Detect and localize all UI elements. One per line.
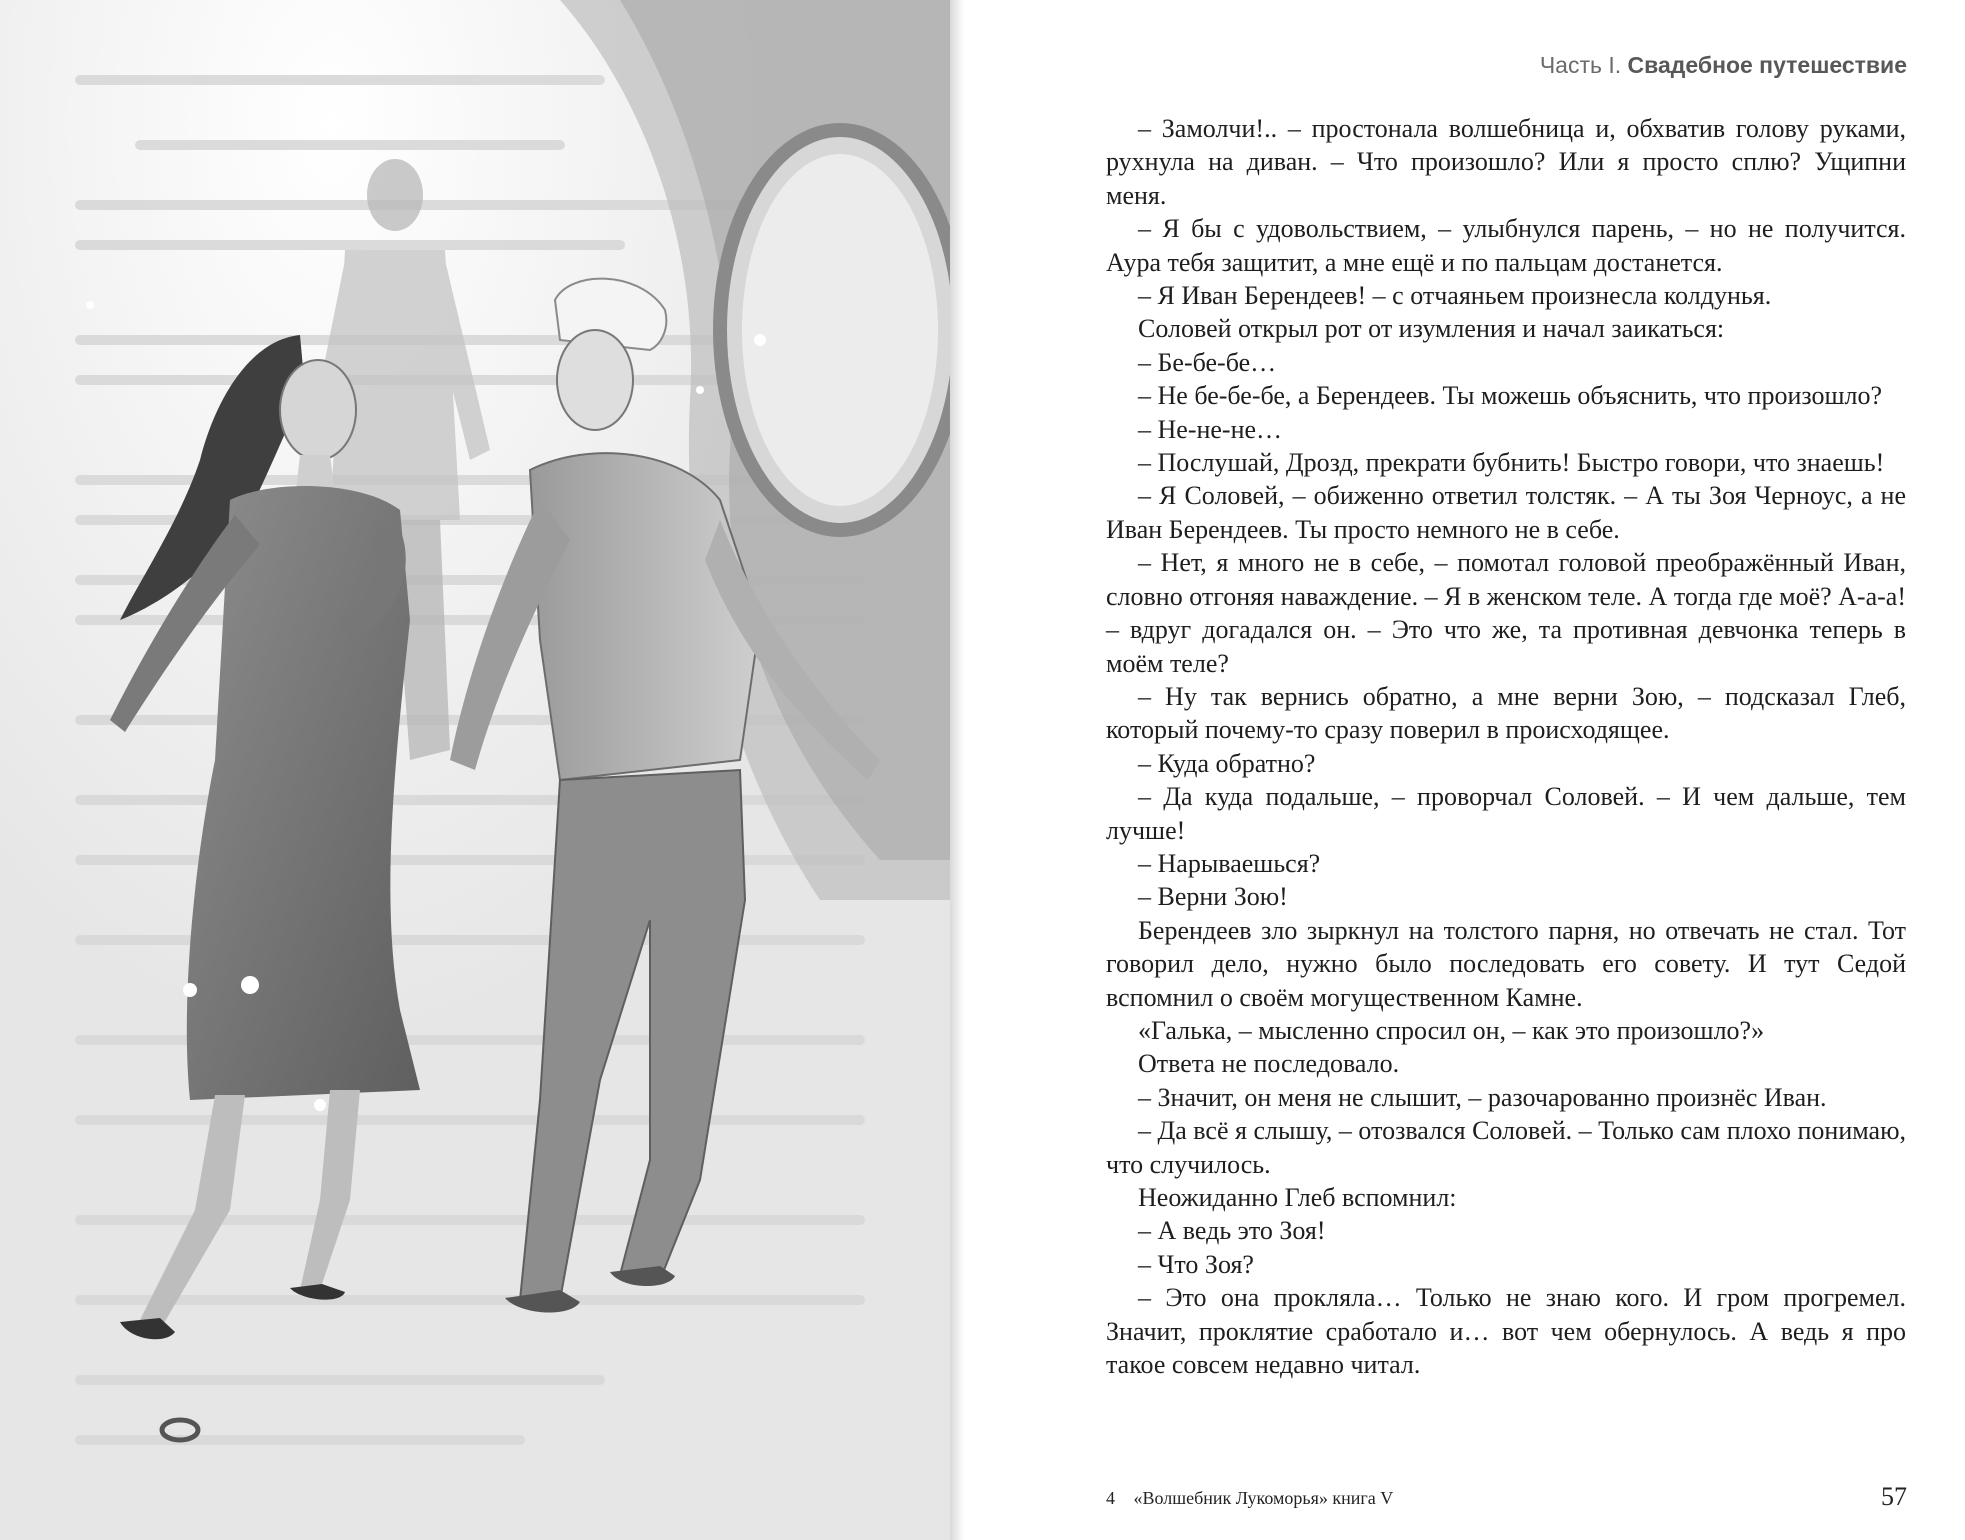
paragraph: Берендеев зло зыркнул на толстого парня, но отвечать не стал. Тот говорил дело, нужно было последовать его совету. И тут Седой вспомнил о своём могущественном Камне. <box>1106 915 1906 1012</box>
illustration-page <box>0 0 950 1540</box>
mirror <box>720 130 950 530</box>
paragraph: Соловей открыл рот от изумления и начал заикаться: <box>1138 314 1725 344</box>
running-head <box>1540 52 1907 79</box>
paragraph: – Бе-бе-бе… <box>1138 347 1277 377</box>
paragraph: – Замолчи!.. – простонала волшебница и, обхватив голову руками, рухнула на диван. – Что произошло? Или я просто сплю? Ущипни меня. <box>1106 114 1906 210</box>
paragraph: Неожиданно Глеб вспомнил: <box>1138 1183 1457 1212</box>
running-head-chapter: Свадебное путешествие <box>1627 52 1907 78</box>
paragraph: – Да всё я слышу, – отозвался Соловей. – Только сам плохо понимаю, что случилось. <box>1106 1116 1906 1179</box>
page-number: 57 <box>1881 1482 1907 1511</box>
book-title: «Волшебник Лукоморья» книга V <box>1133 1488 1394 1508</box>
paragraph: «Галька, – мысленно спросил он, – как это произошло?» <box>1138 1015 1765 1045</box>
paragraph: – Нет, я много не в себе, – помотал головой преображённый Иван, словно отгоняя наваждение. – Я в женском теле. А тогда где моё? А-а-а! – вдруг догадался он. – Это что же, та противная девчонка теперь в моём теле? <box>1106 548 1906 678</box>
paragraph: – Не бе-бе-бе, а Берендеев. Ты можешь объяснить, что произошло? <box>1138 381 1883 411</box>
paragraph: – Я Соловей, – обиженно ответил толстяк. – А ты Зоя Черноус, а не Иван Берендеев. Ты просто немного не в себе. <box>1106 481 1906 544</box>
signature-number: 4 <box>1106 1488 1115 1508</box>
book-gutter <box>950 0 964 1540</box>
footer-signature <box>1106 1488 1393 1509</box>
illustration <box>0 0 950 1540</box>
text-page <box>964 0 1965 1540</box>
paragraph: Ответа не последовало. <box>1138 1049 1400 1079</box>
paragraph: – Куда обратно? <box>1138 748 1316 778</box>
paragraph: – Верни Зою! <box>1138 882 1288 912</box>
body-text <box>1106 112 1906 1381</box>
paragraph: – Послушай, Дрозд, прекрати бубнить! Быстро говори, что знаешь! <box>1138 448 1885 478</box>
paragraph: – Значит, он меня не слышит, – разочарованно произнёс Иван. <box>1138 1082 1827 1112</box>
running-head-part: Часть I. <box>1539 52 1622 78</box>
paragraph: – Не-не-не… <box>1138 414 1283 444</box>
paragraph: – Это она прокляла… Только не знаю кого. И гром прогремел. Значит, проклятие сработало и… вот чем обернулось. А ведь я про такое совсем недавно читал. <box>1106 1283 1906 1380</box>
paragraph: – Я Иван Берендеев! – с отчаяньем произнесла колдунья. <box>1138 281 1772 311</box>
paragraph: – Я бы с удовольствием, – улыбнулся парень, – но не получится. Аура тебя защитит, а мне ещё и по пальцам достанется. <box>1106 214 1906 277</box>
paragraph: – Что Зоя? <box>1138 1249 1254 1279</box>
paragraph: – А ведь это Зоя! <box>1138 1216 1326 1246</box>
paragraph: – Нарываешься? <box>1138 848 1321 878</box>
paragraph: – Да куда подальше, – проворчал Соловей. – И чем дальше, тем лучше! <box>1106 782 1906 845</box>
paragraph: – Ну так вернись обратно, а мне верни Зою, – подсказал Глеб, который почему-то сразу поверил в происходящее. <box>1106 681 1906 745</box>
